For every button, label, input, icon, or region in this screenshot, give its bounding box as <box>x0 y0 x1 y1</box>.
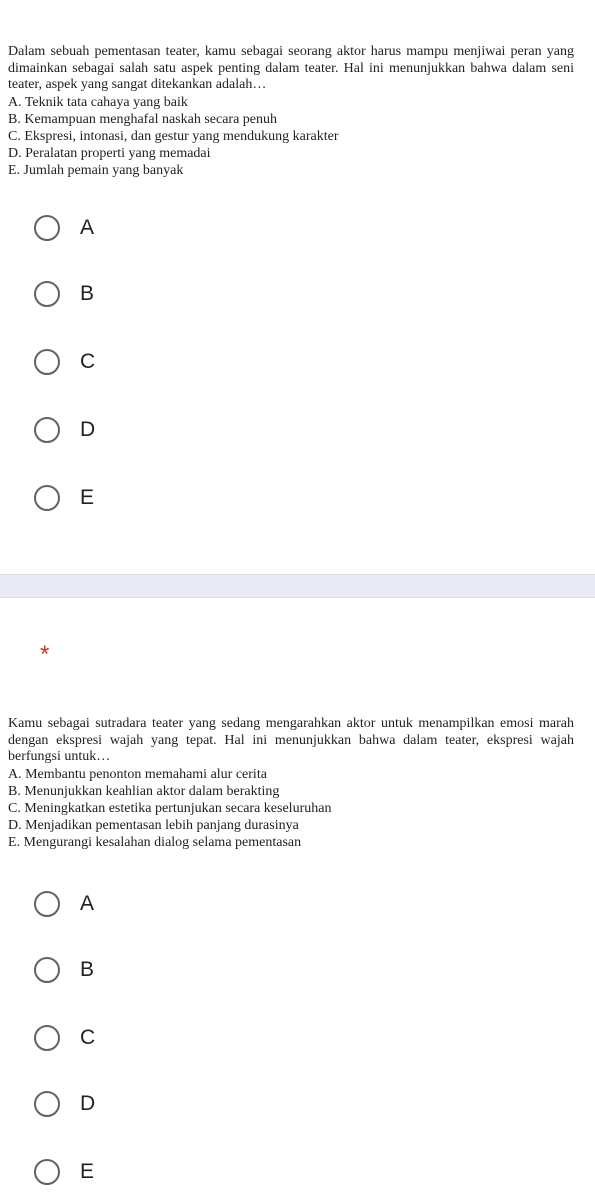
radio-button-icon[interactable] <box>34 349 60 375</box>
question-2-choice-b[interactable] <box>8 950 308 990</box>
question-2-option-d: D. Menjadikan pementasan lebih panjang durasinya <box>8 817 299 833</box>
choice-label: C <box>80 350 96 373</box>
question-2-option-a: A. Membantu penonton memahami alur cerita <box>8 766 267 782</box>
question-2-option-e: E. Mengurangi kesalahan dialog selama pementasan <box>8 834 302 850</box>
question-2-option-c: C. Meningkatkan estetika pertunjukan secara keseluruhan <box>8 800 332 816</box>
question-1-choice-e[interactable] <box>8 478 308 518</box>
question-2-choice-e[interactable] <box>8 1152 308 1192</box>
choice-label: B <box>80 282 95 305</box>
question-1-text-block <box>8 44 574 179</box>
choice-label: B <box>80 958 95 981</box>
radio-button-icon[interactable] <box>34 485 60 511</box>
choice-label: A <box>80 216 95 239</box>
question-2-choice-a[interactable] <box>8 884 308 924</box>
question-1-option-c: C. Ekspresi, intonasi, dan gestur yang mendukung karakter <box>8 128 339 144</box>
radio-button-icon[interactable] <box>34 891 60 917</box>
radio-button-icon[interactable] <box>34 957 60 983</box>
question-2-choice-d[interactable] <box>8 1084 308 1124</box>
choice-label: E <box>80 486 95 509</box>
radio-button-icon[interactable] <box>34 1159 60 1185</box>
question-2-choice-c[interactable] <box>8 1018 308 1058</box>
choice-label: A <box>80 892 95 915</box>
radio-button-icon[interactable] <box>34 417 60 443</box>
radio-button-icon[interactable] <box>34 1025 60 1051</box>
question-2-text-block <box>8 716 574 851</box>
question-2-option-b: B. Menunjukkan keahlian aktor dalam berakting <box>8 783 280 799</box>
question-1-option-d: D. Peralatan properti yang memadai <box>8 145 211 161</box>
choice-label: D <box>80 1092 96 1115</box>
radio-button-icon[interactable] <box>34 1091 60 1117</box>
question-1-prompt: Dalam sebuah pementasan teater, kamu sebagai seorang aktor harus mampu menjiwai peran yang dimainkan sebagai salah satu aspek penting dalam teater. Hal ini menunjukkan bahwa dalam seni teater, aspek yang sangat ditekankan adalah… <box>8 44 574 92</box>
required-asterisk: * <box>40 641 50 668</box>
section-divider <box>0 574 595 598</box>
choice-label: E <box>80 1160 95 1183</box>
choice-label: C <box>80 1026 96 1049</box>
question-2-prompt: Kamu sebagai sutradara teater yang sedang mengarahkan aktor untuk menampilkan emosi marah dengan ekspresi wajah yang tepat. Hal ini menunjukkan bahwa dalam teater, ekspresi wajah berfungsi untuk… <box>8 716 574 764</box>
question-1-option-e: E. Jumlah pemain yang banyak <box>8 162 184 178</box>
choice-label: D <box>80 418 96 441</box>
question-1-option-b: B. Kemampuan menghafal naskah secara penuh <box>8 111 278 127</box>
question-1-choice-b[interactable] <box>8 274 308 314</box>
radio-button-icon[interactable] <box>34 215 60 241</box>
radio-button-icon[interactable] <box>34 281 60 307</box>
question-1-choice-c[interactable] <box>8 342 308 382</box>
question-1-choice-d[interactable] <box>8 410 308 450</box>
question-1-choice-a[interactable] <box>8 208 308 248</box>
question-1-option-a: A. Teknik tata cahaya yang baik <box>8 94 188 110</box>
